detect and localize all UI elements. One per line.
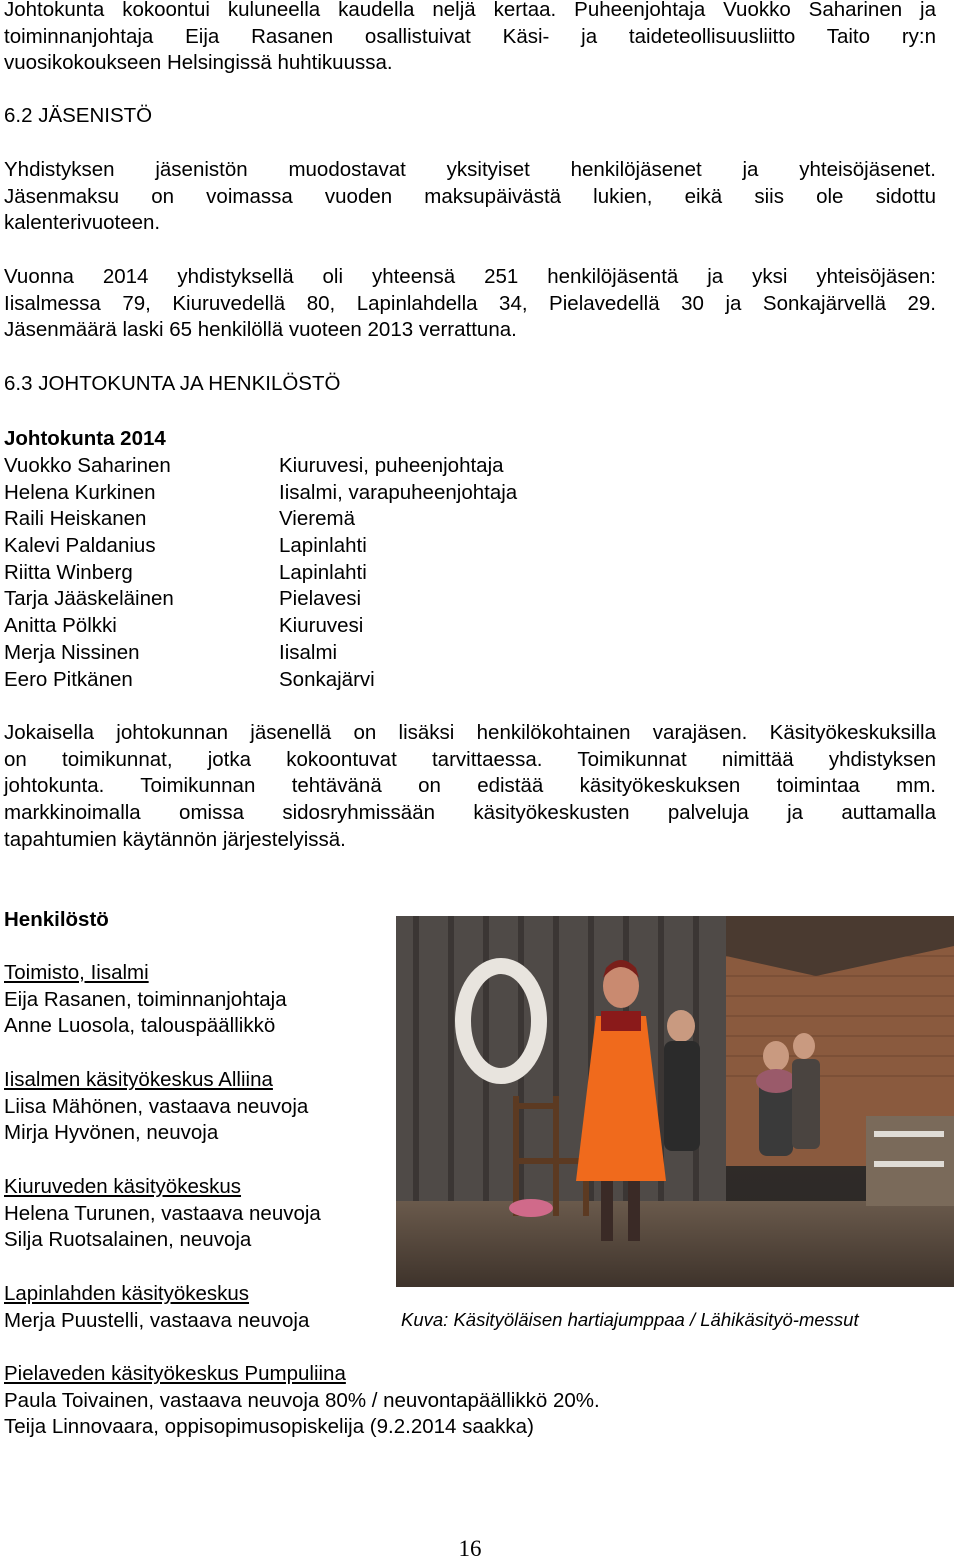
staff-group-lapinlahti: [4, 1281, 309, 1334]
text-line: Johtokunta kokoontui kuluneella kaudella neljä kertaa. Puheenjohtaja Vuokko Saharinen ja: [4, 0, 936, 21]
staff-group-alliina: [4, 1067, 308, 1147]
board-member-place: Vieremä: [279, 507, 355, 531]
text-line: Vuonna 2014 yhdistyksellä oli yhteensä 251 henkilöjäsentä ja yksi yhteisöjäsen:: [4, 265, 936, 288]
board-member-name: Kalevi Paldanius: [4, 534, 156, 558]
staff-person: Eija Rasanen, toiminnanjohtaja: [4, 987, 287, 1011]
staff-group-title: Kiuruveden käsityökeskus: [4, 1175, 242, 1198]
board-member-place: Kiuruvesi, puheenjohtaja: [279, 454, 504, 477]
text-line: Jäsenmaksu on voimassa vuoden maksupäivästä lukien, eikä siis ole sidottu: [4, 184, 936, 208]
text-line: toiminnanjohtaja Eija Rasanen osallistuivat Käsi- ja taideteollisuusliitto Taito ry:n: [4, 24, 936, 48]
staff-person: Paula Toivainen, vastaava neuvoja 80% / neuvontapäällikkö 20%.: [4, 1388, 600, 1412]
staff-group-title: Toimisto, Iisalmi: [4, 961, 149, 984]
staff-person: Mirja Hyvönen, neuvoja: [4, 1121, 219, 1145]
board-member-place: Sonkajärvi: [279, 667, 375, 691]
intro-paragraph: [4, 0, 936, 77]
text-line: vuosikokoukseen Helsingissä huhtikuussa.: [4, 51, 393, 75]
board-member-name: Eero Pitkänen: [4, 667, 133, 691]
staff-person: Teija Linnovaara, oppisopimusopiskelija (9.2.2014 saakka): [4, 1415, 534, 1439]
staff-person: Helena Turunen, vastaava neuvoja: [4, 1201, 321, 1225]
staff-person: Liisa Mähönen, vastaava neuvoja: [4, 1094, 309, 1118]
text-line: Yhdistyksen jäsenistön muodostavat yksityiset henkilöjäsenet ja yhteisöjäsenet.: [4, 158, 936, 181]
staff-group-title: Lapinlahden käsityökeskus: [4, 1282, 250, 1305]
text-line: Jokaisella johtokunnan jäsenellä on lisäksi henkilökohtainen varajäsen. Käsityökeskuksilla: [4, 721, 936, 744]
board-member-place: Lapinlahti: [279, 534, 367, 558]
staff-heading: Henkilöstö: [4, 908, 109, 931]
board-member-name: Anitta Pölkki: [4, 614, 117, 638]
section-heading-jasenisto: 6.2 JÄSENISTÖ: [4, 104, 153, 127]
jasenisto-paragraph-2: [4, 264, 936, 344]
text-line: tapahtumien käytännön järjestelyissä.: [4, 827, 346, 851]
text-line: johtokunta. Toimikunnan tehtävänä on edistää käsityökeskuksen toimintaa mm.: [4, 774, 936, 798]
staff-person: Silja Ruotsalainen, neuvoja: [4, 1228, 252, 1252]
jasenisto-paragraph-1: [4, 157, 936, 237]
staff-person: Anne Luosola, talouspäällikkö: [4, 1014, 276, 1038]
text-line: Jäsenmäärä laski 65 henkilöllä vuoteen 2013 verrattuna.: [4, 318, 517, 342]
page-number: 16: [458, 1536, 482, 1561]
board-subheading: Johtokunta 2014: [4, 427, 166, 450]
board-member-place: Iisalmi: [279, 640, 338, 664]
text-line: Iisalmessa 79, Kiuruvedellä 80, Lapinlahdella 34, Pielavedellä 30 ja Sonkajärvellä 29.: [4, 291, 936, 315]
photo-caption: Kuva: Käsityöläisen hartiajumppaa / Lähikäsityö-messut: [401, 1309, 859, 1330]
board-member-place: Pielavesi: [279, 587, 362, 611]
board-member-place: Kiuruvesi: [279, 614, 364, 638]
section-heading-johtokunta: 6.3 JOHTOKUNTA JA HENKILÖSTÖ: [4, 372, 341, 395]
board-member-name: Tarja Jääskeläinen: [4, 587, 174, 611]
board-names-column: [4, 453, 174, 693]
staff-group-office: [4, 960, 287, 1040]
staff-group-pielavesi: [4, 1361, 600, 1441]
board-member-name: Merja Nissinen: [4, 640, 140, 664]
staff-group-title: Iisalmen käsityökeskus Alliina: [4, 1068, 273, 1091]
board-member-place: Iisalmi, varapuheenjohtaja: [279, 480, 518, 504]
board-member-name: Helena Kurkinen: [4, 480, 156, 504]
staff-group-title: Pielaveden käsityökeskus Pumpuliina: [4, 1362, 346, 1385]
board-member-name: Raili Heiskanen: [4, 507, 147, 531]
board-member-name: Riitta Winberg: [4, 560, 133, 584]
board-member-name: Vuokko Saharinen: [4, 454, 171, 477]
board-places-column: [279, 453, 517, 693]
board-paragraph: [4, 720, 936, 854]
text-line: markkinoimalla omissa sidosryhmissään käsityökeskusten palveluja ja auttamalla: [4, 801, 936, 825]
text-line: kalenterivuoteen.: [4, 211, 161, 235]
event-photo: [396, 916, 954, 1287]
staff-person: Merja Puustelli, vastaava neuvoja: [4, 1308, 310, 1332]
board-member-place: Lapinlahti: [279, 560, 367, 584]
text-line: on toimikunnat, jotka kokoontuvat tarvittaessa. Toimikunnat nimittää yhdistyksen: [4, 747, 936, 771]
staff-group-kiuruvesi: [4, 1174, 321, 1254]
